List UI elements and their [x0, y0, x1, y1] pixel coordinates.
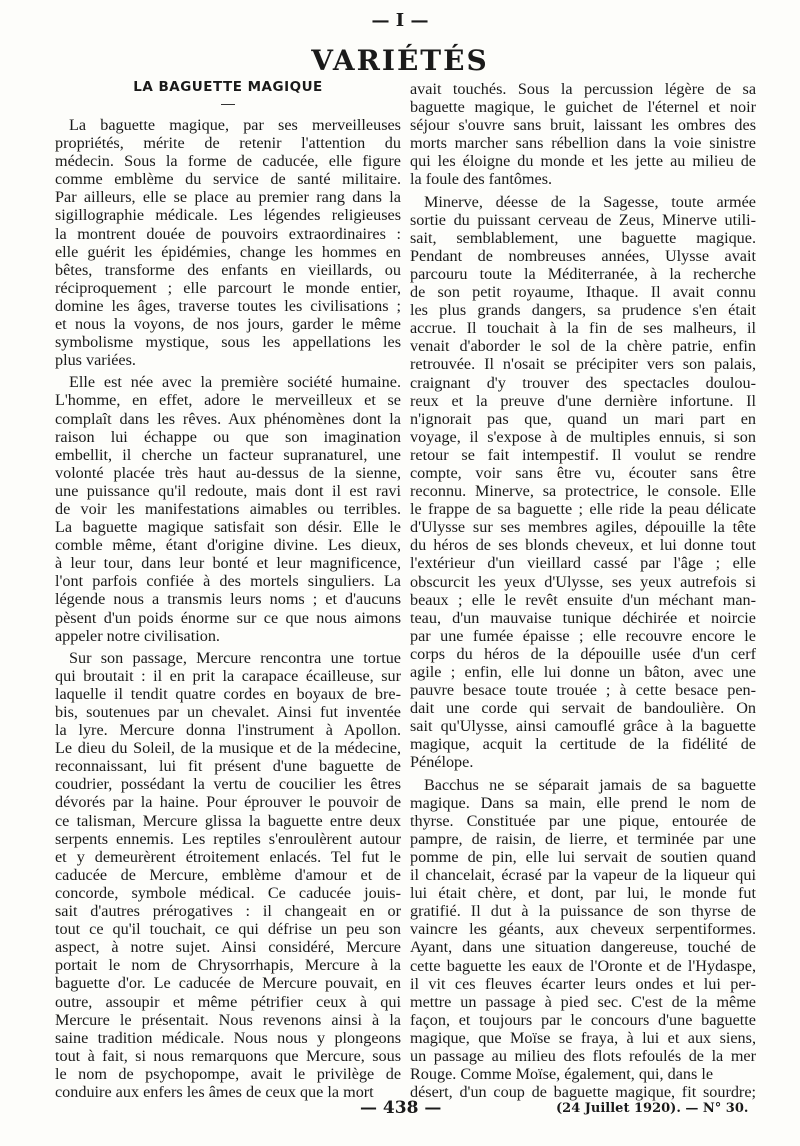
text-line: magique, acquit la certitude de la fidélité de — [410, 735, 756, 754]
text-line: mettre un passage à pied sec. C'est de la même — [410, 992, 756, 1011]
text-line: et nous la voyons, de nos jours, garder le même — [55, 315, 401, 334]
text-line: les plus grands dangers, sa prudence s'en était — [410, 301, 756, 320]
text-line: Bacchus ne se séparait jamais de sa baguette — [424, 775, 756, 794]
text-line: de voir les manifestations aimables ou terribles. — [55, 499, 401, 518]
text-line: de son petit royaume, Ithaque. Il avait connu — [410, 283, 756, 302]
page-number: — 438 — — [360, 1098, 442, 1118]
text-line: l'ont parfois confiée à des mortels singuliers. La — [55, 572, 401, 591]
text-line: embellit, il cherche un facteur supranaturel, une — [55, 445, 401, 464]
text-line: agile ; enfin, elle lui donne un bâton, avec une — [410, 663, 756, 681]
text-line: voyage, il s'expose à de multiples ennuis, si son — [410, 427, 756, 446]
text-line: bêtes, transforme des enfants en vieillards, ou — [55, 260, 401, 279]
text-line: sortie du puissant cerveau de Zeus, Minerve utili- — [410, 210, 756, 229]
text-line: craignant d'y trouver des spectacles doulou- — [410, 373, 756, 392]
text-line: reconnu. Minerve, sa protectrice, le console. Elle — [410, 482, 756, 501]
text-line: par une fumée épaisse ; elle recouvre encore le — [410, 626, 756, 645]
text-line: cette baguette les eaux de l'Oronte et de l'Hydaspe, — [410, 956, 756, 975]
text-line: dait une corde qui servait de bandoulière. On — [410, 699, 756, 718]
text-line: Pénélope. — [410, 753, 474, 772]
text-line: serpents ennemis. Les reptiles s'enroulèrent autour — [55, 829, 401, 848]
text-line: plus variées. — [55, 351, 136, 370]
text-line: avait touchés. Sous la percussion légère de sa — [410, 80, 756, 98]
text-line: il chancelait, écrasé par la vapeur de la liqueur qui — [410, 866, 756, 885]
text-line: La baguette magique, par ses merveilleuses — [69, 116, 401, 134]
text-line: elle guérit les épidémies, change les hommes en — [55, 242, 401, 261]
text-line: accrue. Il touchait à la fin de ses malheurs, il — [410, 319, 756, 338]
text-line: compte, voir sans être vu, écouter sans être — [410, 463, 756, 482]
text-line: façon, et toujours par le concours d'une baguette — [410, 1010, 756, 1029]
text-line: lui était chère, et dont, par lui, le monde fut — [410, 884, 756, 903]
text-line: laquelle il tendit quatre cordes en boyaux de bre- — [55, 684, 401, 703]
text-line: bis, soutenues par un chevalet. Ainsi fut inventée — [55, 703, 401, 721]
text-line: désert, d'un coup de baguette magique, fit sourdre; — [410, 1083, 756, 1102]
text-line: parcouru toute la Méditerranée, à la recherche — [410, 264, 756, 283]
text-line: L'homme, en effet, adore le merveilleux et se — [55, 391, 401, 410]
text-line: reconnaissant, lui fit présent d'une baguette de — [55, 757, 401, 776]
text-line: aspect, à notre sujet. Ainsi considéré, Mercure — [55, 938, 401, 957]
text-line: symbolisme mystique, sous les appellations les — [55, 333, 401, 352]
text-line: Sur son passage, Mercure rencontra une tortue — [69, 648, 401, 667]
text-line: Le dieu du Soleil, de la musique et de la médecine, — [55, 739, 401, 758]
text-line: n'ignorait pas que, quand un mari part en — [410, 409, 756, 428]
text-line: raison lui échappe ou que son imagination — [55, 427, 401, 446]
text-line: propriétés, mérite de retenir l'attention du — [55, 134, 401, 153]
title-rule — [221, 104, 235, 105]
text-line: morts marcher sans rébellion dans la voie sinistre — [410, 134, 756, 153]
text-line: qui broutait : il en prit la carapace écailleuse, sur — [55, 666, 401, 685]
text-line: Pendant de nombreuses années, Ulysse avait — [410, 246, 756, 265]
text-line: pampre, de raisin, de lierre, et terminée par une — [410, 829, 756, 848]
text-line: ce talisman, Mercure glissa la baguette entre deux — [55, 811, 401, 830]
text-line: et y demeurèrent étroitement enlacés. Tel fut le — [55, 847, 401, 866]
text-line: à leur tour, dans leur bonté et leur magnificence, — [55, 554, 401, 573]
text-line: d'Ulysse sur ses membres agiles, dépouille la tête — [410, 518, 756, 537]
text-line: beaux ; elle le revêt ensuite d'un méchant man- — [410, 590, 756, 609]
text-line: venait d'aborder le sol de la chère patrie, enfin — [410, 337, 756, 356]
text-line: dévorés par la haine. Pour éprouver le pouvoir de — [55, 793, 401, 812]
text-line: pèsent d'un poids énorme sur ce que nous aimons — [55, 608, 401, 627]
text-line: qui les éloigne du monde et les jette au milieu de — [410, 152, 756, 171]
text-line: conduire aux enfers les âmes de ceux que la mort — [55, 1082, 374, 1101]
page-footer — [0, 1098, 800, 1122]
text-line: tout ce qu'il touchait, ce qui défrise un peu son — [55, 920, 401, 939]
text-line: pomme de pin, elle lui servait de soutien quand — [410, 847, 756, 866]
text-line: la montrent douée de pouvoirs extraordinaires : — [55, 224, 401, 243]
text-line: baguette magique, le guichet de l'éternel et noir — [410, 98, 756, 117]
text-line: il vit ces fleuves écarter leurs ondes et lui per- — [410, 974, 756, 993]
text-line: une puissance qu'il redoute, mais dont il est ravi — [55, 481, 401, 500]
text-line: vaincre les géants, aux cheveux serpentiformes. — [410, 920, 756, 939]
text-line: outre, assoupir et même pétrifier ceux à qui — [55, 992, 401, 1011]
text-line: le nom de psychopompe, avait le privilège de — [55, 1064, 401, 1083]
text-line: légende nous a transmis leurs noms ; et d'aucuns — [55, 590, 401, 609]
text-line: concorde, symbole médical. Ce caducée jouis- — [55, 883, 401, 902]
text-line: tout à fait, si nous remarquons que Mercure, sous — [55, 1046, 401, 1065]
text-line: séjour s'ouvre sans bruit, laissant les ombres des — [410, 116, 756, 135]
text-line: obscurcit les yeux d'Ulysse, ses yeux autrefois si — [410, 572, 756, 591]
text-line: sait d'autres prérogatives : il changeait en or — [55, 902, 401, 921]
text-line: comme emblème du service de santé militaire. — [55, 170, 401, 189]
text-line: gratifié. Il dut à la puissance de son thyrse de — [410, 902, 756, 921]
text-line: magique. Dans sa main, elle prend le nom de — [410, 793, 756, 812]
text-line: un passage au milieu des flots refoulés de la mer — [410, 1046, 756, 1065]
text-line: complaît dans les rêves. Aux phénomènes dont la — [55, 409, 401, 428]
text-line: baguette d'or. Le caducée de Mercure pouvait, en — [55, 974, 401, 993]
text-line: La baguette magique satisfait son désir. Elle le — [55, 518, 401, 537]
article-title: LA BAGUETTE MAGIQUE — [133, 79, 323, 95]
text-line: Minerve, déesse de la Sagesse, toute armée — [424, 192, 756, 211]
text-line: réciproquement ; elle parcourt le monde entier, — [55, 278, 401, 297]
text-line: retour se fait intempestif. Il voulut se rendre — [410, 445, 756, 464]
issue-date: (24 Juillet 1920). — N° 30. — [556, 1101, 749, 1116]
text-line: volonté placée très haut au-dessus de la sienne, — [55, 463, 401, 482]
text-line: reux et la preuve d'une dernière infortune. Il — [410, 391, 756, 410]
text-line: Elle est née avec la première société humaine. — [69, 373, 401, 392]
text-line: la foule des fantômes. — [410, 170, 553, 189]
text-line: retrouvée. Il n'osait se précipiter vers son palais, — [410, 355, 756, 374]
text-line: corps du héros de la dépouille usée d'un cerf — [410, 644, 756, 663]
text-line: le frappe de sa baguette ; elle ride la peau délicate — [410, 500, 756, 519]
text-line: coudrier, possédant la vertu de coucilier les êtres — [55, 775, 401, 794]
text-line: Ayant, dans une situation dangereuse, touché de — [410, 938, 756, 957]
text-line: pauvre besace toute trouée ; à cette besace pen- — [410, 681, 756, 700]
text-line: l'extérieur d'un vieillard cassé par l'âge ; elle — [410, 554, 756, 573]
text-line: portait le nom de Chrysorrhapis, Mercure à la — [55, 956, 401, 975]
text-line: Rouge. Comme Moïse, également, qui, dans le — [410, 1065, 714, 1084]
text-line: du héros de ses blonds cheveux, et lui donne tout — [410, 536, 756, 555]
text-line: Mercure le présentait. Nous revenons ainsi à la — [55, 1010, 401, 1029]
right-column — [410, 80, 756, 1101]
text-line: teau, d'un mauvaise tunique déchirée et noircie — [410, 608, 756, 627]
text-line: caducée de Mercure, emblème d'amour et de — [55, 865, 401, 884]
text-line: médecin. Sous la forme de caducée, elle figure — [55, 152, 401, 171]
text-line: Par ailleurs, elle se place au premier rang dans la — [55, 188, 401, 207]
text-line: sait, semblablement, une baguette magique. — [410, 228, 756, 247]
text-line: la lyre. Mercure donna l'instrument à Apollon. — [55, 721, 401, 740]
text-line: appeler notre civilisation. — [55, 626, 220, 645]
left-column — [55, 72, 401, 1101]
text-line: sigillographie médicale. Les légendes religieuses — [55, 206, 401, 225]
text-line: comble même, étant d'origine divine. Les dieux, — [55, 536, 401, 555]
text-line: thyrse. Constituée par une pique, entourée de — [410, 811, 756, 830]
section-title: VARIÉTÉS — [311, 44, 489, 77]
text-line: magique, que Moïse se fraya, à lui et aux siens, — [410, 1028, 756, 1047]
section-folio: — I — — [371, 10, 429, 31]
text-line: sait qu'Ulysse, ainsi camouflé grâce à la baguette — [410, 717, 756, 736]
text-line: domine les âges, traverse toutes les civilisations ; — [55, 296, 401, 315]
text-line: saine tradition médicale. Nous nous y plongeons — [55, 1028, 401, 1047]
